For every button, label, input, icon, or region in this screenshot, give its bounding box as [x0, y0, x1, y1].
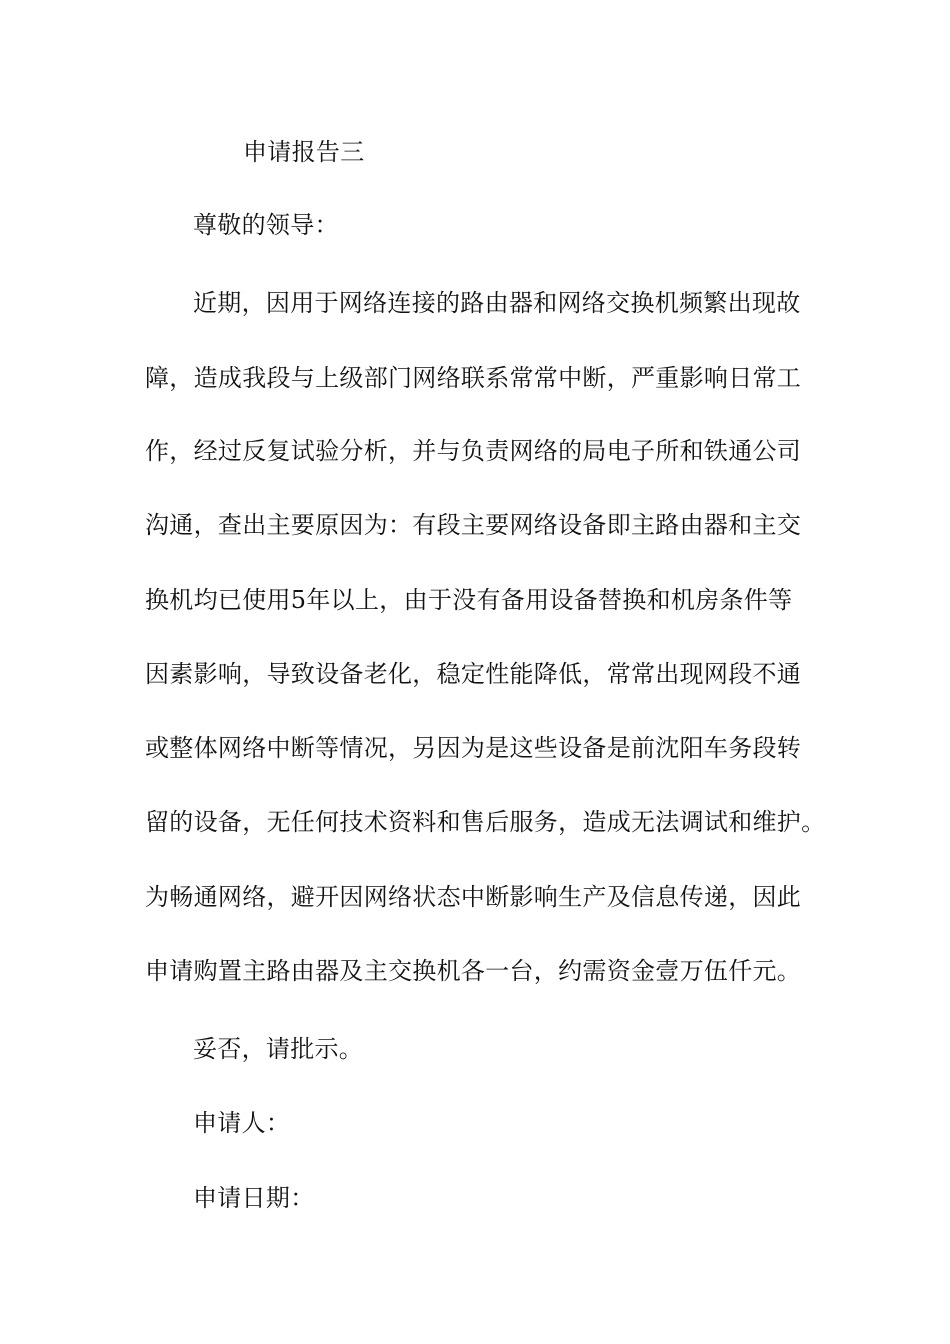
applicant-label: 申请人：	[193, 1109, 291, 1137]
date-label: 申请日期：	[193, 1184, 315, 1212]
body-line-1: 近期，因用于网络连接的路由器和网络交换机频繁出现故	[193, 289, 801, 317]
salutation: 尊敬的领导：	[193, 211, 339, 239]
body-line-10: 申请购置主路由器及主交换机各一台，约需资金壹万伍仟元。	[145, 957, 802, 985]
body-line-9: 为畅通网络，避开因网络状态中断影响生产及信息传递，因此	[145, 883, 802, 911]
closing-line: 妥否，请批示。	[193, 1035, 364, 1063]
document-title: 申请报告三	[243, 138, 365, 166]
body-line-6: 因素影响，导致设备老化，稳定性能降低，常常出现网段不通	[145, 660, 802, 688]
body-line-5: 换机均已使用5年以上，由于没有备用设备替换和机房条件等	[145, 586, 793, 614]
body-line-4: 沟通，查出主要原因为：有段主要网络设备即主路由器和主交	[145, 511, 802, 539]
body-line-2: 障，造成我段与上级部门网络联系常常中断，严重影响日常工	[145, 364, 802, 392]
body-line-7: 或整体网络中断等情况，另因为是这些设备是前沈阳车务段转	[145, 734, 802, 762]
body-line-8: 留的设备，无任何技术资料和售后服务，造成无法调试和维护。	[145, 808, 826, 836]
body-line-3: 作，经过反复试验分析，并与负责网络的局电子所和铁通公司	[145, 437, 802, 465]
